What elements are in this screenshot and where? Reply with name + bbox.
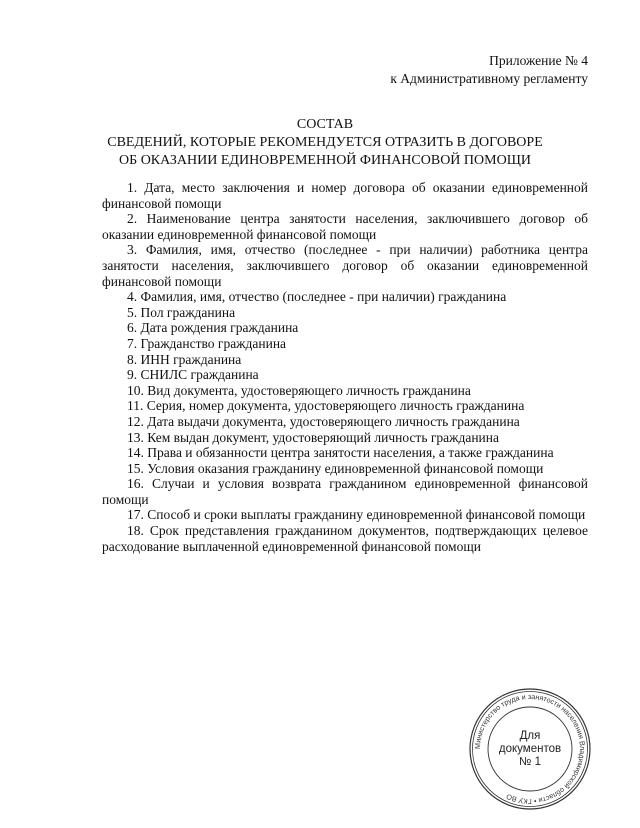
document-title — [60, 116, 590, 170]
stamp-line-2: документов — [498, 743, 562, 755]
list-item: 18. Срок представления гражданином документов, подтверждающих целевое расходование выплаченной единовременной финансовой помощи — [102, 523, 588, 554]
list-item: 1. Дата, место заключения и номер договора об оказании единовременной финансовой помощи — [102, 180, 588, 211]
list-item: 5. Пол гражданина — [127, 304, 236, 320]
appendix-reference: к Административному регламенту — [390, 71, 588, 86]
list-item: 2. Наименование центра занятости населения, заключившего договор об оказании единовременной финансовой помощи — [102, 211, 588, 242]
list-item: 14. Права и обязанности центра занятости населения, а также гражданина — [127, 445, 554, 461]
list-item: 6. Дата рождения гражданина — [127, 320, 299, 336]
appendix-number: Приложение № 4 — [489, 53, 588, 68]
list-item: 10. Вид документа, удостоверяющего личность гражданина — [127, 382, 471, 398]
list-item: 17. Способ и сроки выплаты гражданину единовременной финансовой помощи — [127, 507, 586, 523]
list-item: 16. Случаи и условия возврата гражданином единовременной финансовой помощи — [102, 476, 588, 507]
stamp-ring-text: Министерство труда и занятости населения Владимирской области • ГКУ ВО — [472, 691, 588, 807]
list-item: 13. Кем выдан документ, удостоверяющий личность гражданина — [127, 429, 499, 445]
items-list — [102, 180, 588, 554]
list-item: 9. СНИЛС гражданина — [127, 367, 259, 383]
stamp-line-1: Для — [519, 730, 541, 742]
title-line-1: СОСТАВ — [296, 117, 354, 132]
list-item: 4. Фамилия, имя, отчество (последнее - при наличии) гражданина — [127, 289, 507, 305]
official-stamp — [467, 686, 593, 812]
appendix-header — [390, 52, 588, 88]
list-item: 12. Дата выдачи документа, удостоверяющего личность гражданина — [127, 413, 520, 429]
list-item: 11. Серия, номер документа, удостоверяющего личность гражданина — [127, 398, 525, 414]
stamp-center-text — [467, 730, 593, 769]
list-item: 8. ИНН гражданина — [127, 351, 242, 367]
list-item: 7. Гражданство гражданина — [127, 335, 287, 351]
title-line-3: ОБ ОКАЗАНИИ ЕДИНОВРЕМЕННОЙ ФИНАНСОВОЙ ПОМОЩИ — [119, 153, 531, 168]
list-item: 15. Условия оказания гражданину единовременной финансовой помощи — [127, 460, 544, 476]
title-line-2: СВЕДЕНИЙ, КОТОРЫЕ РЕКОМЕНДУЕТСЯ ОТРАЗИТЬ В ДОГОВОРЕ — [107, 135, 543, 150]
stamp-line-3: № 1 — [519, 756, 541, 768]
list-item: 3. Фамилия, имя, отчество (последнее - при наличии) работника центра занятости населения, заключившего договор об оказании единовременной финансовой помощи — [102, 242, 588, 289]
